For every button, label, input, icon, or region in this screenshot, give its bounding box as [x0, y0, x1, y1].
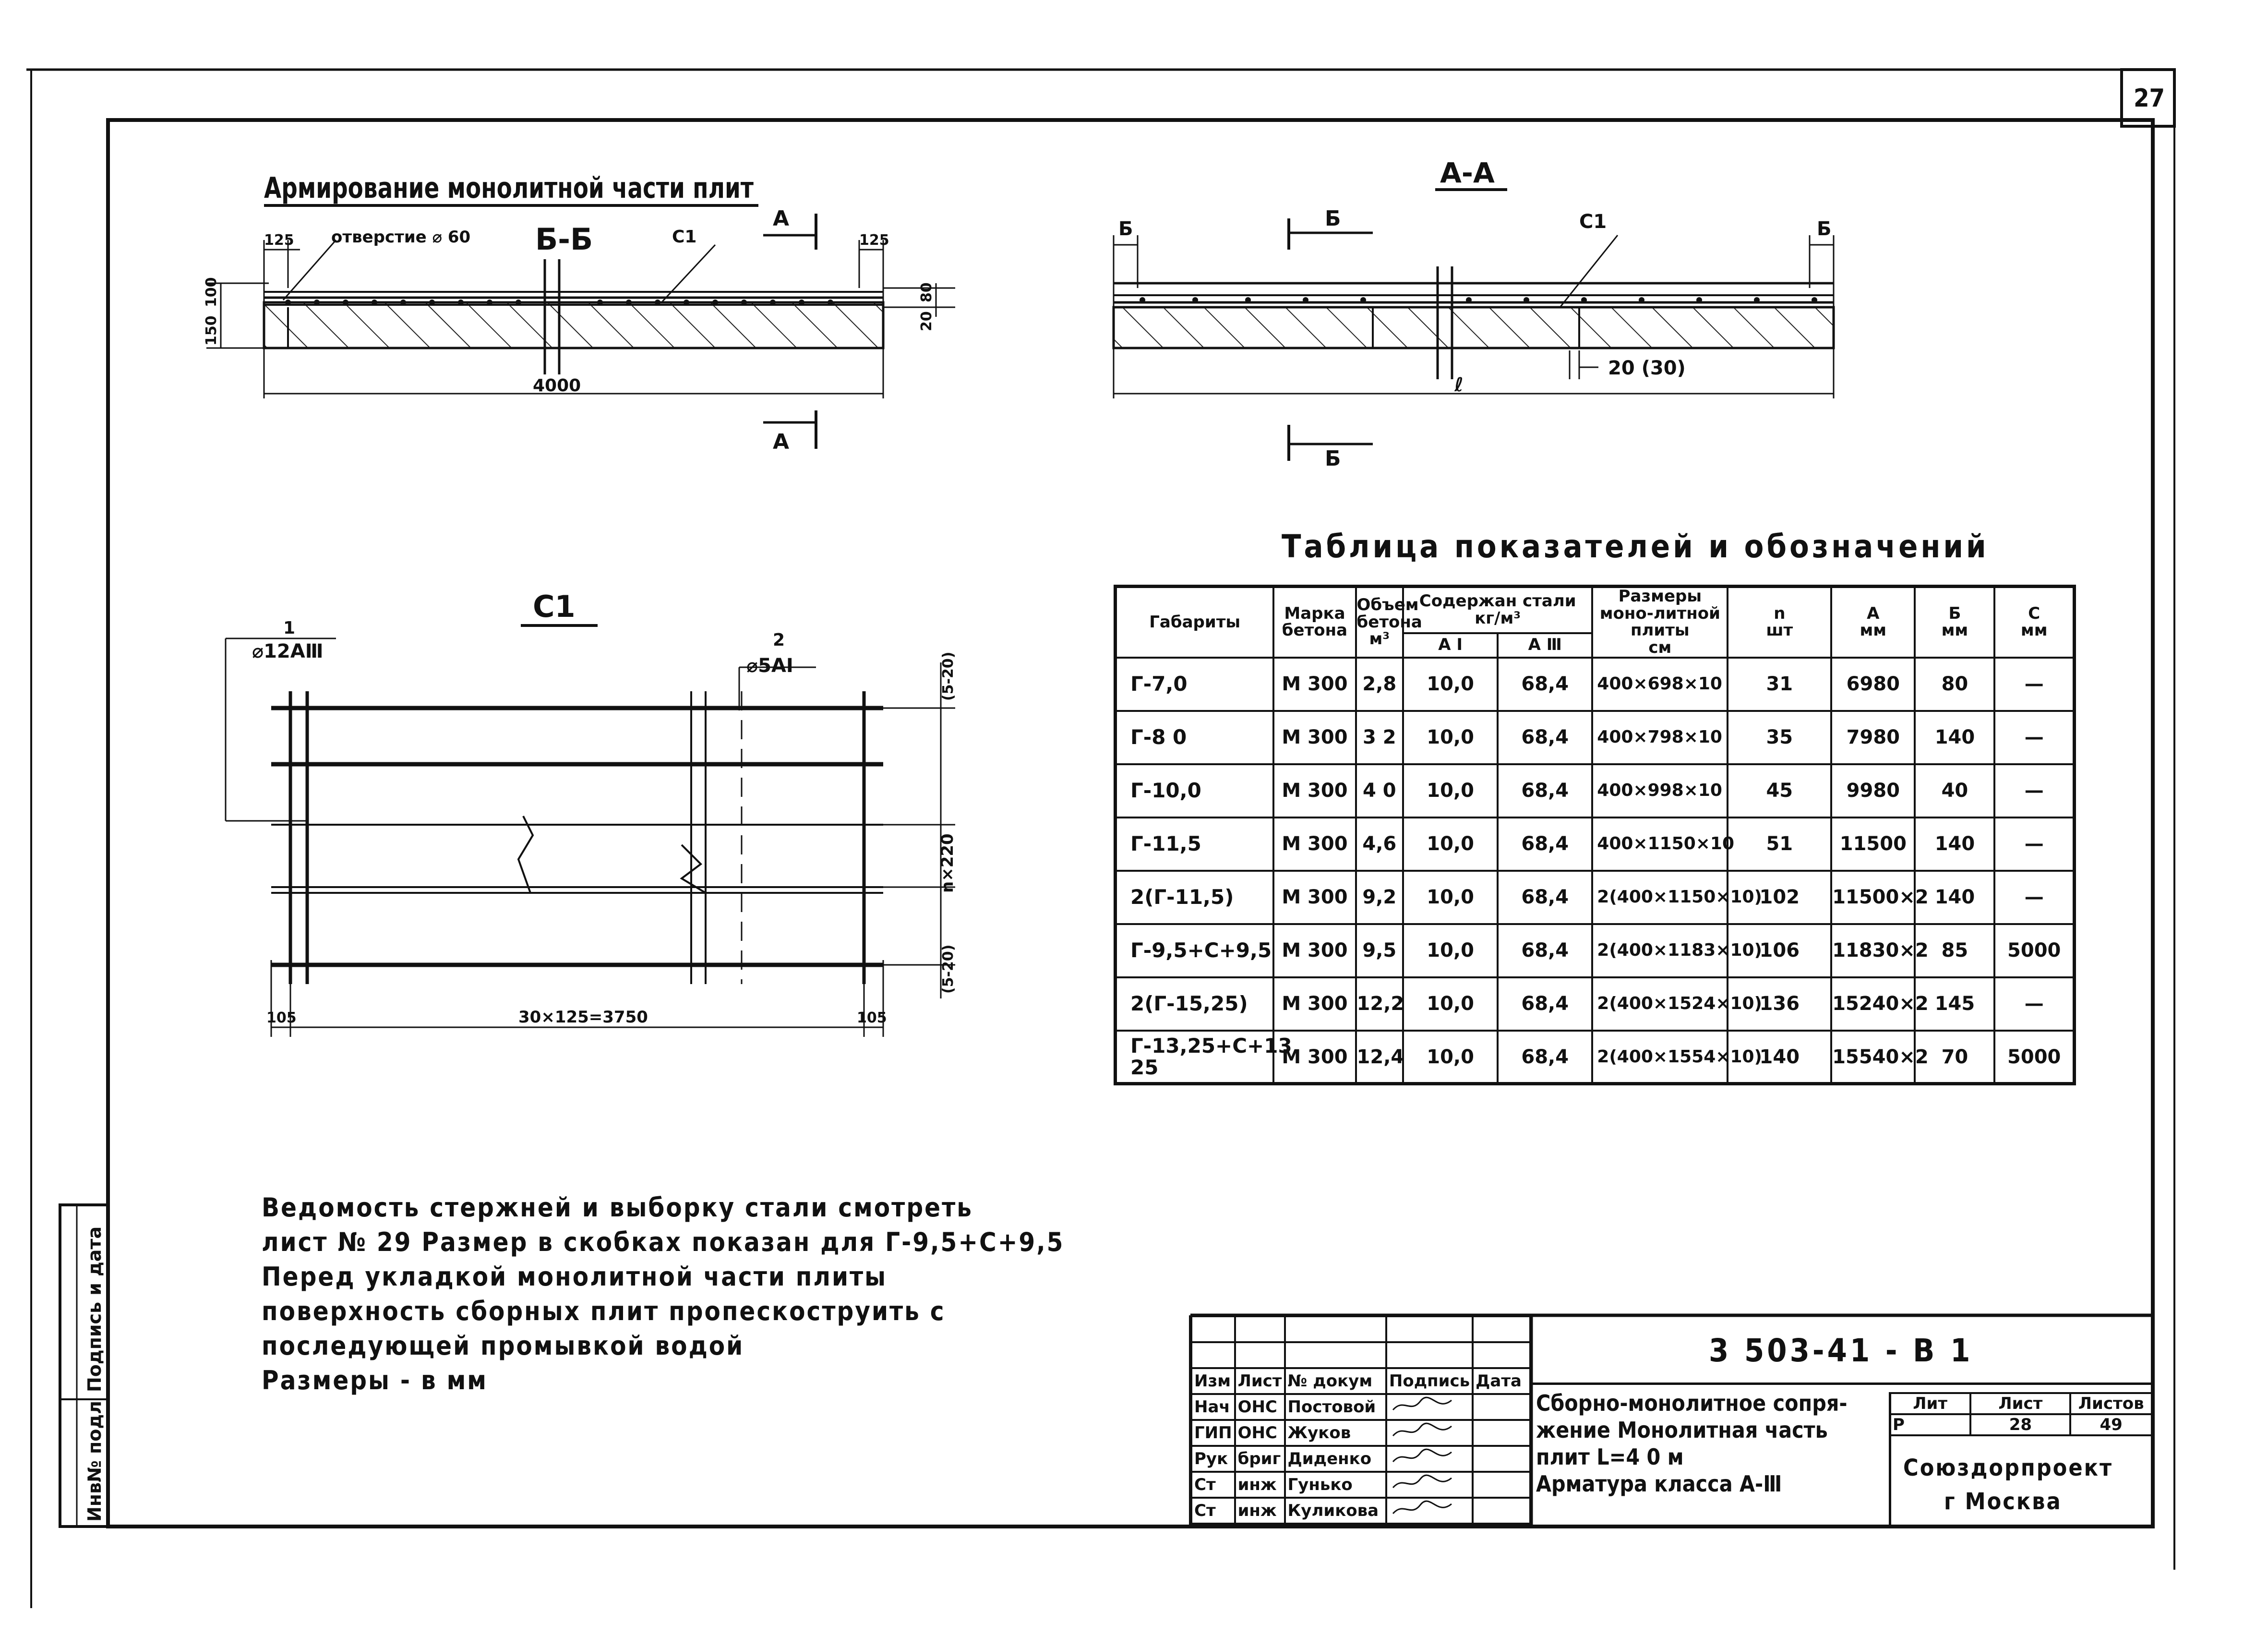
table-cell: — [1994, 871, 2074, 924]
table-cell: 400×998×10 [1592, 764, 1728, 817]
col-date: Дата [1473, 1368, 1530, 1394]
table-cell: 68,4 [1498, 711, 1592, 764]
signature-scribble [1389, 1499, 1456, 1518]
table-cell: 145 [1915, 977, 1994, 1031]
table-cell: — [1994, 817, 2074, 871]
cell-gabarit: Г-9,5+С+9,5 [1116, 924, 1274, 977]
table-cell: 4 0 [1356, 764, 1404, 817]
c1-label: С1 [533, 589, 576, 624]
table-cell: 68,4 [1498, 817, 1592, 871]
table-cell: 6980 [1831, 658, 1915, 711]
table-cell: 40 [1915, 764, 1994, 817]
dim-length-4000: 4000 [533, 376, 581, 396]
dept-cell: бриг [1235, 1446, 1285, 1472]
section-aa-drawing [1114, 190, 1834, 461]
table-cell: 12,4 [1356, 1031, 1404, 1084]
table-row [1116, 711, 2075, 764]
dim-right-20: 20 [918, 311, 935, 331]
table-cell: 10,0 [1403, 1031, 1498, 1084]
col-izm: Изм [1191, 1368, 1235, 1394]
c1-mesh-drawing [226, 625, 955, 1037]
table-cell: 2,8 [1356, 658, 1404, 711]
table-cell: М 300 [1273, 924, 1356, 977]
th-razm: Размеры моно-литной плиты см [1592, 587, 1728, 658]
signature-row [1191, 1472, 1530, 1498]
table-cell: 85 [1915, 924, 1994, 977]
signature-row [1191, 1498, 1530, 1524]
note-line: лист № 29 Размер в скобках показан для Г-9,5+С+9,5 [262, 1227, 1065, 1257]
dim-left-125: 125 [264, 232, 294, 249]
table-cell: М 300 [1273, 817, 1356, 871]
cell-gabarit: 2(Г-11,5) [1116, 871, 1274, 924]
th-a3: А Ⅲ [1498, 633, 1592, 658]
table-cell: 136 [1728, 977, 1831, 1031]
table-cell: 140 [1915, 817, 1994, 871]
th-b: Б мм [1915, 587, 1994, 658]
table-cell: М 300 [1273, 1031, 1356, 1084]
col-list: Лист [1235, 1368, 1285, 1394]
table-cell: 140 [1728, 1031, 1831, 1084]
th-n: n шт [1728, 587, 1831, 658]
cell-gabarit: Г-13,25+С+13 25 [1116, 1031, 1274, 1084]
person-cell: Постовой [1285, 1394, 1386, 1420]
th-a1: А Ⅰ [1403, 633, 1498, 658]
dim-c1-mid: n×220 [938, 833, 957, 893]
table-cell: 10,0 [1403, 924, 1498, 977]
table-cell: 2(400×1554×10) [1592, 1031, 1728, 1084]
date-cell [1473, 1472, 1530, 1498]
table-cell: 5000 [1994, 924, 2074, 977]
table-cell: 4,6 [1356, 817, 1404, 871]
stamp-sign-date: Подпись и дата [84, 1226, 105, 1392]
lit-h: Лит [1890, 1393, 1970, 1414]
dim-right-125: 125 [859, 232, 889, 249]
table-cell: 2(400×1524×10) [1592, 977, 1728, 1031]
person-cell: Жуков [1285, 1420, 1386, 1446]
mark-c1-bb: С1 [672, 227, 697, 247]
table-cell: 2(400×1150×10) [1592, 871, 1728, 924]
note-line: последующей промывкой водой [262, 1331, 744, 1361]
role-cell: ГИП [1191, 1420, 1235, 1446]
lit-v: Р [1890, 1414, 1970, 1435]
role-cell: Ст [1191, 1472, 1235, 1498]
th-steel: Содержан стали кг/м³ [1403, 587, 1592, 633]
th-marka: Марка бетона [1273, 587, 1356, 658]
dim-height-150: 150 [203, 315, 220, 346]
table-cell: 51 [1728, 817, 1831, 871]
bar2-spec: ⌀5АⅠ [746, 655, 793, 677]
table-row [1116, 817, 2075, 871]
cut-b-bottom: Б [1325, 446, 1341, 471]
person-cell: Гунько [1285, 1472, 1386, 1498]
bar1-num: 1 [283, 618, 296, 638]
dept-cell: инж [1235, 1498, 1285, 1524]
mark-c1-aa: С1 [1579, 211, 1607, 233]
table-cell: 102 [1728, 871, 1831, 924]
org-city: г Москва [1944, 1488, 2062, 1515]
table-cell: М 300 [1273, 977, 1356, 1031]
desc-line: плит L=4 0 м [1536, 1444, 1684, 1470]
table-cell: 45 [1728, 764, 1831, 817]
col-sign: Подпись [1386, 1368, 1473, 1394]
table-row [1116, 764, 2075, 817]
table-cell: 140 [1915, 871, 1994, 924]
dim-c1-bot: (5-20) [940, 944, 957, 994]
bar1-spec: ⌀12АⅢ [252, 640, 324, 662]
table-cell: 68,4 [1498, 764, 1592, 817]
th-obiem: Объем бетона м³ [1356, 587, 1404, 658]
hole-note: отверстие ⌀ 60 [331, 228, 471, 247]
table-cell: 9980 [1831, 764, 1915, 817]
cut-b-top: Б [1325, 206, 1341, 231]
cut-a-bottom: А [773, 430, 790, 454]
table-cell: 11500×2 [1831, 871, 1915, 924]
desc-line: Арматура класса А-Ⅲ [1536, 1471, 1782, 1497]
table-cell: — [1994, 977, 2074, 1031]
table-row [1116, 871, 2075, 924]
table-cell: М 300 [1273, 711, 1356, 764]
date-cell [1473, 1394, 1530, 1420]
dim-c1-left: 105 [266, 1010, 297, 1026]
stamp-inv-no: Инв№ подл [84, 1401, 105, 1522]
list-h: Лист [1970, 1393, 2070, 1414]
table-cell: 11500 [1831, 817, 1915, 871]
signature-scribble [1389, 1395, 1456, 1415]
cell-gabarit: Г-7,0 [1116, 658, 1274, 711]
desc-line: жение Монолитная часть [1536, 1417, 1828, 1443]
signature-cell [1386, 1394, 1473, 1420]
th-gabarity: Габариты [1116, 587, 1274, 658]
dim-right-80: 80 [918, 282, 935, 302]
person-cell: Куликова [1285, 1498, 1386, 1524]
table-cell: 68,4 [1498, 977, 1592, 1031]
table-cell: 10,0 [1403, 711, 1498, 764]
table-cell: 15240×2 [1831, 977, 1915, 1031]
table-cell: 68,4 [1498, 1031, 1592, 1084]
dim-gap: 20 (30) [1608, 357, 1686, 379]
note-line: Размеры - в мм [262, 1365, 488, 1395]
signature-cell [1386, 1420, 1473, 1446]
dept-cell: ОНС [1235, 1420, 1285, 1446]
table-cell: 106 [1728, 924, 1831, 977]
table-cell: 80 [1915, 658, 1994, 711]
dim-height-100: 100 [203, 277, 220, 307]
listov-v: 49 [2070, 1414, 2152, 1435]
table-cell: 68,4 [1498, 871, 1592, 924]
title-block-divider [1531, 1383, 2153, 1385]
cell-gabarit: Г-8 0 [1116, 711, 1274, 764]
table-cell: 5000 [1994, 1031, 2074, 1084]
dim-c1-right: 105 [857, 1010, 887, 1026]
listov-h: Листов [2070, 1393, 2152, 1414]
table-cell: — [1994, 658, 2074, 711]
signature-cell [1386, 1472, 1473, 1498]
table-cell: 2(400×1183×10) [1592, 924, 1728, 977]
note-line: поверхность сборных плит пропескоструить с [262, 1296, 946, 1326]
sheet-number: 27 [2134, 84, 2165, 113]
table-cell: 140 [1915, 711, 1994, 764]
dept-cell: ОНС [1235, 1394, 1285, 1420]
list-v: 28 [1970, 1414, 2070, 1435]
cut-a-top: А [773, 206, 790, 231]
signature-scribble [1389, 1421, 1456, 1441]
section-aa-label: А-А [1440, 156, 1495, 189]
signature-row [1191, 1394, 1530, 1420]
table-cell: 9,5 [1356, 924, 1404, 977]
table-cell: 15540×2 [1831, 1031, 1915, 1084]
date-cell [1473, 1498, 1530, 1524]
mark-b-right: Б [1817, 218, 1832, 240]
table-cell: 11830×2 [1831, 924, 1915, 977]
th-c: С мм [1994, 587, 2074, 658]
signature-cell [1386, 1446, 1473, 1472]
desc-line: Сборно-монолитное сопря- [1536, 1390, 1848, 1416]
drawing-title: Армирование монолитной части плит [264, 171, 754, 205]
indicators-table [1114, 585, 2076, 1085]
section-bb-label: Б-Б [535, 222, 593, 257]
table-cell: М 300 [1273, 658, 1356, 711]
signature-grid [1190, 1315, 1531, 1525]
table-cell: 400×698×10 [1592, 658, 1728, 711]
cell-gabarit: Г-11,5 [1116, 817, 1274, 871]
table-cell: М 300 [1273, 764, 1356, 817]
dim-c1-span: 30×125=3750 [518, 1008, 648, 1027]
table-cell: 35 [1728, 711, 1831, 764]
col-doc: № докум [1285, 1368, 1386, 1394]
cell-gabarit: Г-10,0 [1116, 764, 1274, 817]
table-row [1116, 1031, 2075, 1084]
mark-b-left: Б [1118, 218, 1133, 240]
table-cell: 10,0 [1403, 871, 1498, 924]
dim-length-l: ℓ [1454, 374, 1464, 396]
signature-scribble [1389, 1447, 1456, 1467]
date-cell [1473, 1420, 1530, 1446]
role-cell: Ст [1191, 1498, 1235, 1524]
signature-scribble [1389, 1473, 1456, 1492]
table-row [1116, 924, 2075, 977]
lit-table [1889, 1392, 2153, 1436]
table-cell: — [1994, 711, 2074, 764]
signature-row [1191, 1446, 1530, 1472]
table-cell: 7980 [1831, 711, 1915, 764]
role-cell: Нач [1191, 1394, 1235, 1420]
table-cell: 68,4 [1498, 924, 1592, 977]
note-line: Ведомость стержней и выборку стали смотреть [262, 1192, 973, 1223]
doc-code: 3 503-41 - В 1 [1709, 1332, 1973, 1369]
table-cell: М 300 [1273, 871, 1356, 924]
table-cell: 10,0 [1403, 817, 1498, 871]
signature-row [1191, 1420, 1530, 1446]
title-description [1536, 1390, 1848, 1497]
org-name: Союздорпроект [1903, 1455, 2113, 1481]
dim-c1-top: (5-20) [940, 651, 957, 701]
table-cell: 31 [1728, 658, 1831, 711]
th-a: А мм [1831, 587, 1915, 658]
table-cell: 10,0 [1403, 977, 1498, 1031]
table-title: Таблица показателей и обозначений [1282, 528, 1989, 565]
role-cell: Рук [1191, 1446, 1235, 1472]
table-row [1116, 658, 2075, 711]
table-cell: 400×1150×10 [1592, 817, 1728, 871]
signature-cell [1386, 1498, 1473, 1524]
cell-gabarit: 2(Г-15,25) [1116, 977, 1274, 1031]
person-cell: Диденко [1285, 1446, 1386, 1472]
table-cell: — [1994, 764, 2074, 817]
table-cell: 400×798×10 [1592, 711, 1728, 764]
note-line: Перед укладкой монолитной части плиты [262, 1262, 888, 1292]
table-cell: 10,0 [1403, 658, 1498, 711]
table-cell: 3 2 [1356, 711, 1404, 764]
table-cell: 68,4 [1498, 658, 1592, 711]
lit-left-border [1889, 1392, 1891, 1527]
table-cell: 9,2 [1356, 871, 1404, 924]
notes-block [262, 1190, 1064, 1398]
table-row [1116, 977, 2075, 1031]
table-cell: 70 [1915, 1031, 1994, 1084]
date-cell [1473, 1446, 1530, 1472]
dept-cell: инж [1235, 1472, 1285, 1498]
bar2-num: 2 [773, 630, 785, 650]
table-cell: 10,0 [1403, 764, 1498, 817]
table-cell: 12,2 [1356, 977, 1404, 1031]
